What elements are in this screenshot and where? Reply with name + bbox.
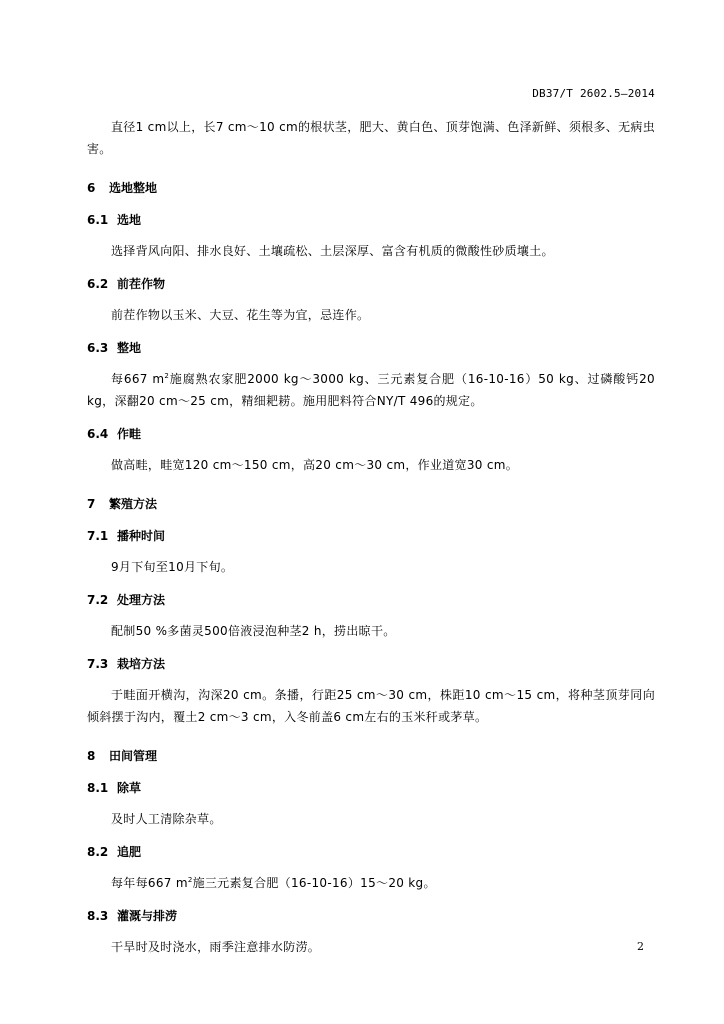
document-body — [87, 116, 655, 958]
subsection-number: 6.1 — [87, 213, 109, 227]
paragraph-7-2: 配制50 %多菌灵500倍液浸泡种茎2 h，捞出晾干。 — [111, 624, 396, 638]
superscript: 2 — [164, 372, 170, 380]
paragraph-8-2 — [87, 872, 655, 894]
section-heading-7 — [87, 494, 655, 514]
section-heading-6 — [87, 178, 655, 198]
subsection-heading-6-1 — [87, 210, 655, 230]
subsection-number: 6.4 — [87, 427, 109, 441]
subsection-number: 8.1 — [87, 781, 109, 795]
subsection-title: 播种时间 — [117, 529, 166, 543]
subsection-title: 栽培方法 — [117, 657, 166, 671]
subsection-heading-8-1 — [87, 778, 655, 798]
paragraph-8-1: 及时人工清除杂草。 — [111, 812, 222, 826]
subsection-number: 8.3 — [87, 909, 109, 923]
subsection-title: 灌溉与排涝 — [117, 909, 178, 923]
paragraph-6-4: 做高畦，畦宽120 cm～150 cm，高20 cm～30 cm，作业道宽30 cm。 — [111, 458, 519, 472]
subsection-number: 8.2 — [87, 845, 109, 859]
subsection-heading-8-3 — [87, 906, 655, 926]
subsection-number: 6.3 — [87, 341, 109, 355]
section-number: 6 — [87, 181, 96, 195]
paragraph-7-1: 9月下旬至10月下旬。 — [111, 560, 234, 574]
text-part: 施腐熟农家肥2000 kg～3000 kg、三元素复合肥（16-10-16）50 kg、过磷酸钙20 kg，深翻20 cm～25 cm，精细耙耢。施用肥料符合NY/T 496的规定。 — [87, 372, 655, 408]
page-number: 2 — [637, 940, 644, 953]
section-number: 8 — [87, 749, 96, 763]
subsection-title: 除草 — [117, 781, 142, 795]
subsection-heading-7-2 — [87, 590, 655, 610]
subsection-number: 6.2 — [87, 277, 109, 291]
section-title: 繁殖方法 — [109, 497, 158, 511]
subsection-title: 选地 — [117, 213, 142, 227]
text-part: 每年每667 m — [111, 876, 188, 890]
subsection-heading-6-4 — [87, 424, 655, 444]
subsection-title: 作畦 — [117, 427, 142, 441]
intro-paragraph: 直径1 cm以上，长7 cm～10 cm的根状茎，肥大、黄白色、顶芽饱满、色泽新鲜、须根多、无病虫害。 — [87, 120, 655, 156]
paragraph-7-3: 于畦面开横沟，沟深20 cm。条播，行距25 cm～30 cm，株距10 cm～15 cm，将种茎顶芽同向倾斜摆于沟内，覆土2 cm～3 cm，入冬前盖6 cm左右的玉米秆或茅草。 — [87, 688, 655, 724]
subsection-heading-7-1 — [87, 526, 655, 546]
section-title: 选地整地 — [109, 181, 158, 195]
subsection-number: 7.2 — [87, 593, 109, 607]
subsection-number: 7.1 — [87, 529, 109, 543]
text-part: 施三元素复合肥（16-10-16）15～20 kg。 — [192, 876, 436, 890]
header-rule — [87, 106, 654, 107]
section-heading-8 — [87, 746, 655, 766]
subsection-heading-6-2 — [87, 274, 655, 294]
subsection-title: 整地 — [117, 341, 142, 355]
subsection-title: 处理方法 — [117, 593, 166, 607]
subsection-title: 追肥 — [117, 845, 142, 859]
subsection-heading-6-3 — [87, 338, 655, 358]
section-title: 田间管理 — [109, 749, 158, 763]
superscript: 2 — [187, 876, 193, 884]
subsection-number: 7.3 — [87, 657, 109, 671]
paragraph-6-3 — [87, 368, 655, 412]
paragraph-8-3: 干旱时及时浇水，雨季注意排水防涝。 — [111, 940, 321, 954]
section-number: 7 — [87, 497, 96, 511]
standard-code: DB37/T 2602.5—2014 — [532, 87, 655, 100]
subsection-title: 前茬作物 — [117, 277, 166, 291]
paragraph-6-1: 选择背风向阳、排水良好、土壤疏松、土层深厚、富含有机质的微酸性砂质壤土。 — [111, 244, 554, 258]
subsection-heading-8-2 — [87, 842, 655, 862]
paragraph-6-2: 前茬作物以玉米、大豆、花生等为宜，忌连作。 — [111, 308, 370, 322]
subsection-heading-7-3 — [87, 654, 655, 674]
text-part: 每667 m — [111, 372, 165, 386]
